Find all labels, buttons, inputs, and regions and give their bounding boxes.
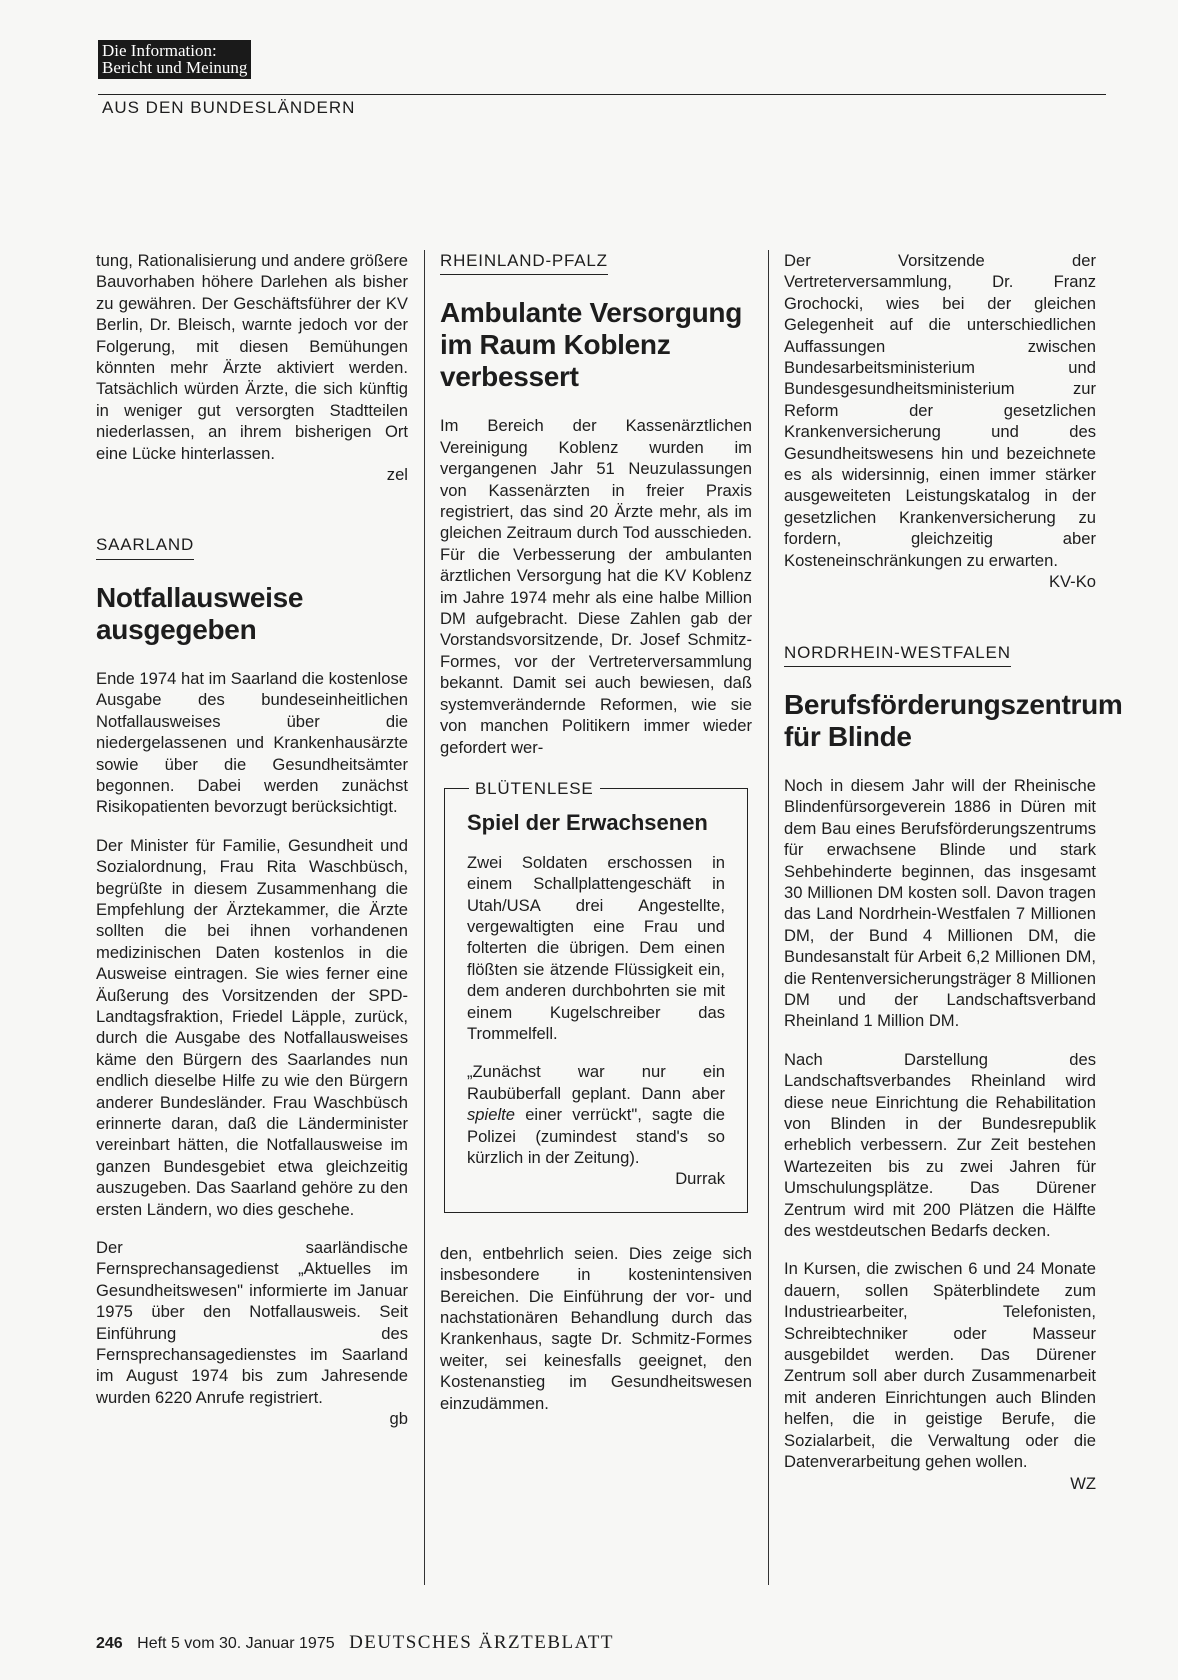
article-headline: Ambulante Versorgung im Raum Koblenz verbessert — [440, 297, 743, 393]
paragraph — [784, 250, 1096, 593]
quote-text: „Zunächst war nur ein Raubüberfall geplant. Dann aber — [467, 1062, 725, 1103]
signature-row — [784, 1473, 1096, 1494]
issue-info: Heft 5 vom 30. Januar 1975 — [137, 1635, 335, 1652]
author-sign: Durrak — [675, 1169, 725, 1189]
masthead-line-2: Bericht und Meinung — [102, 58, 248, 77]
signature-row — [467, 1168, 725, 1189]
signature-row — [784, 571, 1096, 592]
article-continuation — [96, 250, 408, 485]
column-divider — [768, 250, 769, 1585]
paragraph — [784, 1258, 1096, 1493]
box-paragraph — [467, 1061, 725, 1189]
sidebar-box — [444, 778, 748, 1213]
publication-name: DEUTSCHES ÄRZTEBLATT — [349, 1632, 614, 1653]
paragraph: Noch in diesem Jahr will der Rheinische Blindenfürsorgeverein 1886 in Düren mit dem Bau eines Berufsförderungszentrums für erwachsene Blinde und stark Sehbehinderte beginnen, das insgesamt 30 Millionen DM kosten soll. Davon tragen das Land Nordrhein-Westfalen 7 Millionen DM, der Bund 4 Millionen DM, die Bundesanstalt für Arbeit 6,2 Millionen DM, die Rentenversicherungsträger 8 Millionen DM und der Landschaftsverband Rheinland 1 Million DM. — [784, 775, 1096, 1031]
paragraph-text: Der saarländische Fernsprechansagedienst „Aktuelles im Gesundheitswesen" informierte im Januar 1975 über den Notfallausweis. Seit Einführung des Fernsprechansagedienstes im Saarland im August 1974 bis zum Jahresende wurden 6220 Anrufe registriert. — [96, 1238, 408, 1407]
masthead-line-1: Die Information: — [102, 41, 217, 60]
section-header: AUS DEN BUNDESLÄNDERN — [102, 98, 356, 117]
quote-text: einer verrückt", sagte die Polizei (zumindest stand's so kürzlich in der Zeitung). — [467, 1105, 725, 1167]
paragraph: Der Minister für Familie, Gesundheit und Sozialordnung, Frau Rita Waschbüsch, begrüßte in diesem Zusammenhang die Empfehlung der Ärztekammer, die Ärzte sollten die bei ihnen vorhandenen medizinischen Daten kostenlos in die Ausweise eintragen. Sie wies ferner eine Äußerung des Vorsitzenden der SPD-Landtagsfraktion, Friedel Läpple, zurück, durch die Ausgabe des Notfallausweises käme den Bürgern des Saarlandes nun endlich dieselbe Hilfe zu wie den Bürgern anderer Bundesländer. Frau Waschbüsch erinnerte daran, daß die Länderminister vereinbart hätten, die Notfallausweise im ganzen Bundesgebiet etwa gleichzeitig auszugeben. Das Saarland gehöre zu den ersten Ländern, wo dies geschehe. — [96, 835, 408, 1219]
author-sign: WZ — [1070, 1473, 1096, 1493]
region-label: RHEINLAND-PFALZ — [440, 250, 608, 275]
article-headline: Notfallausweise ausgegeben — [96, 581, 304, 645]
column-divider — [424, 250, 425, 1585]
column-2 — [440, 250, 752, 1431]
region-label: SAARLAND — [96, 534, 194, 559]
paragraph-text: In Kursen, die zwischen 6 und 24 Monate dauern, sollen Späterblindete zum Industriearbeiter, Telefonisten, Schreibtechniker oder Masseur ausgebildet werden. Das Dürener Zentrum soll aber durch Zusammenarbeit mit anderen Einrichtungen auch Blinden helfen, die in geistige Berufe, die Sozialarbeit, die Verwaltung oder die Datenverarbeitung gehen wollen. — [784, 1259, 1096, 1472]
paragraph-text: tung, Rationalisierung und andere größere Bauvorhaben höhere Darlehen als bisher zu gewähren. Der Geschäftsführer der KV Berlin, Dr. Bleisch, warnte jedoch vor der Folgerung, mit diesen Bemühungen könnten mehr Ärzte aktiviert werden. Tatsächlich würden Ärzte, die sich künftig in weniger gut versorgten Stadtteilen niederlassen, an ihrem bisherigen Ort eine Lücke hinterlassen. — [96, 251, 408, 463]
page-footer — [96, 1632, 614, 1654]
author-sign: gb — [389, 1409, 408, 1429]
box-title: Spiel der Erwachsenen — [467, 810, 708, 836]
region-label: NORDRHEIN-WESTFALEN — [784, 642, 1011, 667]
author-sign: zel — [386, 465, 408, 485]
box-paragraph: Zwei Soldaten erschossen in einem Schallplattengeschäft in Utah/USA drei Angestellte, vergewaltigten eine Frau und folterten die übrigen. Dem einen flößten sie ätzende Flüssigkeit ein, dem anderen durchbohrten sie mit einem Kugelschreiber das Trommelfell. — [467, 852, 725, 1043]
paragraph — [96, 1237, 408, 1430]
paragraph: Ende 1974 hat im Saarland die kostenlose Ausgabe des bundeseinheitlichen Notfallausweises über die niedergelassenen und Krankenhausärzte sowie über die Gesundheitsämter begonnen. Dabei werden zunächst Risikopatienten bevorzugt berücksichtigt. — [96, 668, 408, 817]
signature-row — [96, 464, 408, 485]
masthead-badge — [98, 40, 251, 79]
column-3 — [784, 250, 1123, 1511]
column-1 — [96, 250, 408, 1447]
header-rule — [98, 94, 1106, 95]
paragraph: Nach Darstellung des Landschaftsverbandes Rheinland wird diese neue Einrichtung die Rehabilitation von Blinden in der Bundesrepublik erheblich verbessern. Zur Zeit bestehen Wartezeiten bis zu zwei Jahren für Umschulungsplätze. Das Dürener Zentrum wird mit 200 Plätzen die Hälfte des westdeutschen Bedarfs decken. — [784, 1049, 1096, 1241]
quote-emphasis: spielte — [467, 1105, 515, 1125]
paragraph: Im Bereich der Kassenärztlichen Vereinigung Koblenz wurden im vergangenen Jahr 51 Neuzulassungen von Kassenärzten in freier Praxis registriert, das sind 20 Ärzte mehr, als im gleichen Zeitraum durch Tod ausschieden. Für die Verbesserung der ambulanten ärztlichen Versorgung hat die KV Koblenz im Jahre 1974 mehr als eine halbe Million DM aufgebracht. Diese Zahlen gab der Vorstandsvorsitzende, Dr. Josef Schmitz-Formes, vor der Vertreterversammlung bekannt. Damit sei auch bewiesen, daß systemverändernde Reformen, wie sie von manchen Politikern immer wieder gefordert wer- — [440, 416, 752, 757]
paragraph-text: Der Vorsitzende der Vertreterversammlung, Dr. Franz Grochocki, wies bei der gleichen Gelegenheit auf die unterschiedlichen Auffassungen zwischen Bundesarbeitsministerium und Bundesgesundheitsministerium zur Reform der gesetzlichen Krankenversicherung und des Gesundheitswesens hin und bezeichnete es als widersinnig, einen immer stärker ausgeweiteten Leistungskatalog in der gesetzlichen Krankenversicherung zu fordern, gleichzeitig aber Kosteneinschränkungen zu erwarten. — [784, 251, 1096, 570]
signature-row — [96, 1408, 408, 1429]
page-number: 246 — [96, 1635, 123, 1652]
article-headline: Berufsförderungszentrum für Blinde — [784, 688, 1123, 752]
box-label: BLÜTENLESE — [469, 778, 600, 799]
author-sign: KV-Ko — [1048, 572, 1096, 592]
paragraph: den, entbehrlich seien. Dies zeige sich insbesondere in kostenintensiven Bereichen. Die Einführung der vor- und nachstationären Behandlung durch das Krankenhaus, sagte Dr. Schmitz-Formes weiter, sei keinesfalls geeignet, den Kostenanstieg im Gesundheitswesen einzudämmen. — [440, 1243, 752, 1413]
